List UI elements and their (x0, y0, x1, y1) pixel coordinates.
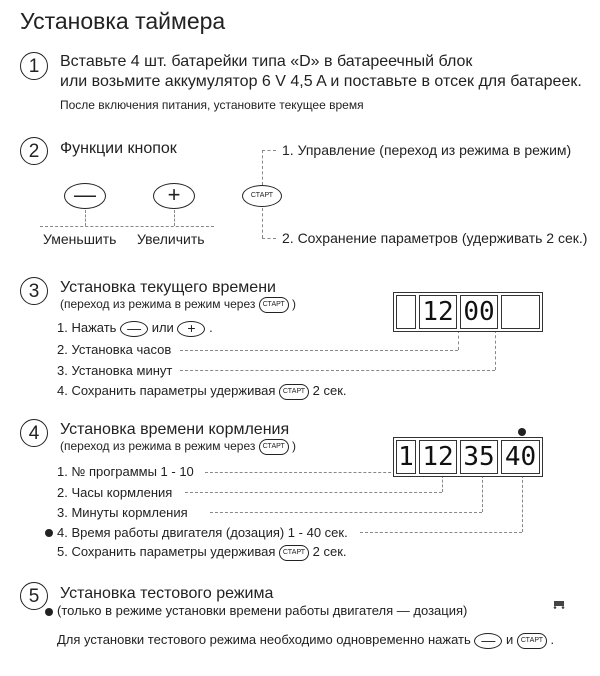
minutes-connector (180, 370, 495, 371)
dose-connector (360, 532, 522, 533)
start-button[interactable]: СТАРТ (242, 185, 282, 207)
s1-note: После включения питания, установите текущее время (60, 98, 364, 112)
dose-indicator-dot (518, 428, 526, 436)
s4-step4: 4. Время работы двигателя (дозация) 1 - 40 сек. (57, 525, 348, 540)
feed-hours-connector-v (442, 475, 443, 492)
s3-step1: 1. Нажать — или + . (57, 319, 213, 336)
bullet-dot (45, 608, 53, 616)
minus-icon: — (120, 321, 148, 337)
hours-connector (180, 350, 458, 351)
s4-sub: (переход из режима в режим через СТАРТ ) (60, 439, 297, 454)
start-icon: СТАРТ (279, 545, 309, 561)
start-connector-down (262, 208, 263, 238)
feed-minutes-connector-v (482, 475, 483, 512)
hours-connector-v (458, 330, 459, 350)
s5-heading: Установка тестового режима (60, 585, 274, 602)
feed-minutes-connector (210, 512, 482, 513)
minus-button[interactable]: — (64, 183, 106, 209)
start-func-1: 1. Управление (переход из режима в режим) (282, 142, 572, 158)
page-title: Установка таймера (20, 8, 226, 34)
fish-feeder-icon (551, 596, 567, 606)
step-number-1: 1 (20, 52, 48, 80)
plus-button[interactable]: + (153, 183, 195, 209)
s3-step2: 2. Установка часов (57, 342, 172, 357)
s3-step4: 4. Сохранить параметры удерживая СТАРТ 2 сек. (57, 383, 347, 398)
s5-sub: (только в режиме установки времени работы двигателя — дозация) (57, 603, 468, 618)
bullet-dot (45, 529, 53, 537)
s2-heading: Функции кнопок (60, 140, 177, 157)
start-icon: СТАРТ (517, 633, 547, 649)
s1-line2: или возьмите аккумулятор 6 V 4,5 A и поставьте в отсек для батареек. (60, 73, 582, 90)
feed-hours-connector (185, 492, 442, 493)
s4-step1: 1. № программы 1 - 10 (57, 464, 194, 479)
s4-heading: Установка времени кормления (60, 421, 290, 438)
plus-connector (174, 210, 175, 226)
s4-step5: 5. Сохранить параметры удерживая СТАРТ 2 сек. (57, 544, 347, 559)
start-icon: СТАРТ (259, 297, 289, 313)
label-box-top (40, 226, 214, 227)
lcd-minutes: 00 (460, 295, 498, 329)
s3-step3: 3. Установка минут (57, 363, 173, 378)
s1-line1: Вставьте 4 шт. батарейки типа «D» в батареечный блок (60, 53, 473, 70)
s4-step2: 2. Часы кормления (57, 485, 173, 500)
program-connector (205, 472, 401, 473)
minus-connector (85, 210, 86, 226)
step-number-4: 4 (20, 419, 48, 447)
step-number-2: 2 (20, 137, 48, 165)
s4-step3: 3. Минуты кормления (57, 505, 188, 520)
lcd-dose-seconds: 40 (501, 440, 540, 474)
start-icon: СТАРТ (279, 384, 309, 400)
step-number-3: 3 (20, 277, 48, 305)
plus-icon: + (177, 321, 205, 337)
func2-connector (262, 238, 276, 239)
s3-sub: (переход из режима в режим через СТАРТ ) (60, 297, 297, 312)
minus-icon: — (474, 633, 502, 649)
s5-bottom: Для установки тестового режима необходимо одновременно нажать — и СТАРТ . (57, 631, 555, 648)
lcd-cell-blank-right (501, 295, 540, 329)
start-icon: СТАРТ (259, 439, 289, 455)
lcd-feed-hours: 12 (419, 440, 457, 474)
s3-heading: Установка текущего времени (60, 279, 276, 296)
dose-connector-v (522, 475, 523, 532)
start-func-2: 2. Сохранение параметров (удерживать 2 сек.) (282, 230, 588, 246)
step-number-5: 5 (20, 582, 48, 610)
lcd-cell-blank-left (396, 295, 416, 329)
lcd-hours: 12 (419, 295, 457, 329)
minutes-connector-v (495, 330, 496, 370)
lcd-feed-minutes: 35 (460, 440, 498, 474)
start-connector-up (262, 150, 263, 185)
func1-connector (262, 150, 276, 151)
lcd-program: 1 (396, 440, 416, 474)
plus-label: Увеличить (137, 231, 205, 247)
minus-label: Уменьшить (43, 231, 117, 247)
